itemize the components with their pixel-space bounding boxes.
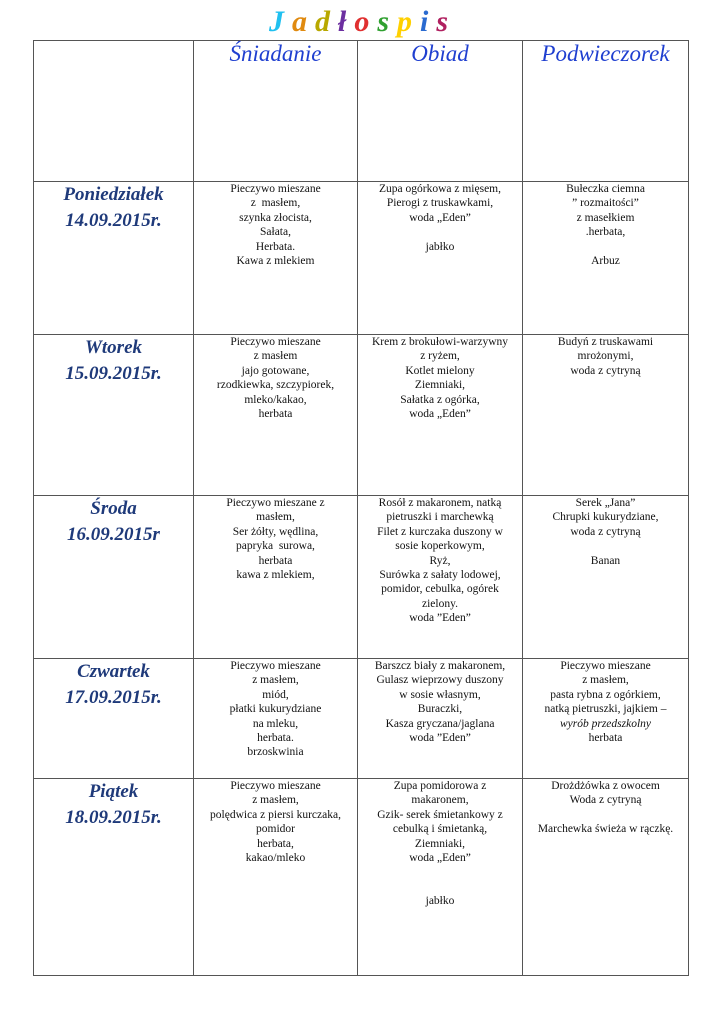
page-title [0,2,725,42]
title-letter: s [377,5,397,38]
meal-cell-sniadanie [194,182,358,335]
title-letter: s [436,5,457,38]
meal-line: woda ”Eden” [409,612,471,625]
meal-line: Sałata, [260,226,291,239]
meal-line: natką pietruszki, jajkiem – [544,703,667,716]
day-date: 14.09.2015r. [65,210,162,231]
meal-line: rzodkiewka, szczypiorek, [216,379,335,392]
day-cell [34,335,194,496]
title-letter: d [314,5,338,38]
meal-line: Gulasz wieprzowy duszony [376,674,504,687]
day-row [34,779,689,976]
meal-line: płatki kukurydziane [229,703,322,716]
meal-line: Zupa ogórkowa z mięsem, [379,183,501,195]
meal-line: mrożonymi, [577,350,634,363]
day-row [34,335,689,496]
meal-line: herbata [588,732,623,745]
day-cell [34,779,194,976]
meal-line: Krem z brokułowi-warzywny [371,336,509,348]
day-name: Czwartek [77,661,150,682]
meal-cell-obiad [358,779,523,976]
meal-line: Ziemniaki, [414,379,466,392]
meal-line: Pieczywo mieszane [230,183,321,195]
meal-cell-obiad [358,659,523,779]
meal-line: woda „Eden” [409,408,471,421]
meal-line: Pieczywo mieszane z [226,497,325,509]
meal-line: woda „Eden” [409,211,471,224]
day-row [34,496,689,659]
meal-line: papryka surowa, [236,540,315,553]
meal-line: Arbuz [591,255,620,268]
meal-line: masłem, [256,511,295,524]
meal-line: miód, [262,688,289,701]
meal-line: mleko/kakao, [244,393,307,406]
header-obiad: Obiad [358,41,523,182]
meal-line: Kotlet mielony [405,364,475,377]
header-row [34,41,689,182]
day-date: 15.09.2015r. [65,363,162,384]
meal-cell-sniadanie [194,659,358,779]
title-letter: J [268,5,292,38]
title-letter: a [291,5,315,38]
meal-line: Budyń z truskawami [557,336,654,348]
meal-cell-obiad [358,182,523,335]
meal-cell-sniadanie [194,779,358,976]
meal-line: Rosół z makaronem, natką [378,497,502,509]
meal-line: woda ”Eden” [409,732,471,745]
meal-line: Sałatka z ogórka, [400,393,480,406]
day-date: 18.09.2015r. [65,807,162,828]
meal-line: Pieczywo mieszane [560,660,651,672]
meal-line: woda „Eden” [409,852,471,865]
meal-line: Marchewka świeża w rączkę. [537,823,674,836]
meal-line: pomidor [256,823,295,836]
meal-cell-podwieczorek [523,496,689,659]
meal-line: jabłko [425,240,455,253]
meal-line: Serek „Jana” [575,497,636,509]
day-cell [34,659,194,779]
meal-line: Filet z kurczaka duszony w [377,525,503,538]
meal-line [523,539,688,553]
meal-line: Buraczki, [417,703,463,716]
day-cell [34,182,194,335]
meal-line: herbata [258,554,293,567]
day-date: 17.09.2015r. [65,687,162,708]
meal-line: z masłem, [252,674,299,687]
meal-cell-podwieczorek [523,182,689,335]
day-cell [34,496,194,659]
menu-table [33,40,689,976]
title-letter: p [397,5,420,38]
meal-line: jajo gotowane, [241,364,310,377]
meal-line: Herbata. [255,240,296,253]
day-date: 16.09.2015r [67,524,160,545]
meal-line: kawa z mlekiem, [236,569,315,582]
meal-line: Barszcz biały z makaronem, [374,660,506,672]
meal-line: w sosie własnym, [399,688,481,701]
meal-line: Woda z cytryną [569,794,642,807]
meal-cell-sniadanie [194,335,358,496]
header-empty [34,41,194,182]
day-name: Poniedziałek [63,184,164,205]
meal-line: herbata [258,408,293,421]
meal-line: herbata. [257,732,294,745]
meal-line: .herbata, [585,226,626,239]
meal-line: szynka złocista, [239,211,312,224]
meal-line: Ziemniaki, [414,837,466,850]
meal-line: Bułeczka ciemna [566,183,645,195]
meal-line: pietruszki i marchewką [386,511,494,524]
meal-line: pomidor, cebulka, ogórek [381,583,499,596]
meal-line: woda z cytryną [570,525,641,538]
meal-line: Surówka z sałaty lodowej, [379,569,501,582]
meal-cell-podwieczorek [523,335,689,496]
meal-line: jabłko [425,895,455,908]
day-name: Środa [90,498,137,519]
meal-line: sosie koperkowym, [395,540,485,553]
meal-line: Gzik- serek śmietankowy z [377,808,503,821]
meal-line: Pierogi z truskawkami, [386,197,494,210]
meal-line: woda z cytryną [570,364,641,377]
meal-line: Chrupki kukurydziane, [552,511,659,524]
meal-line: ” rozmaitości” [572,197,639,210]
meal-line: Banan [590,554,621,567]
meal-line: Ser żółty, wędlina, [232,525,319,538]
title-letter: i [420,5,437,38]
meal-line: z masłem, [252,794,299,807]
meal-line: Zupa pomidorowa z [393,780,487,792]
title-letter: o [354,5,378,38]
meal-line: makaronem, [411,794,469,807]
meal-cell-podwieczorek [523,659,689,779]
meal-line: brzoskwinia [247,746,304,759]
meal-line: z masłem [253,350,298,363]
meal-line [358,865,522,879]
meal-cell-obiad [358,496,523,659]
meal-line: zielony. [422,597,458,610]
meal-line: Drożdżówka z owocem [551,780,660,792]
title-letter: ł [337,5,355,38]
day-row [34,182,689,335]
meal-line [523,808,688,822]
meal-line: Ryż, [429,554,451,567]
meal-line: z masłem, [250,197,301,210]
meal-line: z masłem, [582,674,629,687]
meal-line: Pieczywo mieszane [230,780,321,792]
day-name: Piątek [88,781,139,802]
header-podwieczorek: Podwieczorek [523,41,689,182]
meal-line [523,240,688,254]
meal-line [358,880,522,894]
meal-line [358,225,522,239]
day-name: Wtorek [85,337,142,358]
meal-line: Pieczywo mieszane [230,660,321,672]
meal-line: kakao/mleko [245,852,306,865]
meal-line: z masełkiem [576,211,635,224]
meal-line: Kasza gryczana/jaglana [385,717,495,730]
day-row [34,659,689,779]
meal-line: Kawa z mlekiem [236,255,315,268]
meal-line: pasta rybna z ogórkiem, [550,688,661,701]
meal-cell-sniadanie [194,496,358,659]
meal-line: na mleku, [252,717,299,730]
meal-line: polędwica z piersi kurczaka, [210,808,341,821]
meal-cell-podwieczorek [523,779,689,976]
meal-line: z ryżem, [420,350,460,363]
meal-line: herbata, [257,837,294,850]
meal-cell-obiad [358,335,523,496]
meal-line: cebulką i śmietanką, [392,823,488,836]
meal-line: wyrób przedszkolny [559,717,652,730]
meal-line: Pieczywo mieszane [230,336,321,348]
header-sniadanie: Śniadanie [194,41,358,182]
